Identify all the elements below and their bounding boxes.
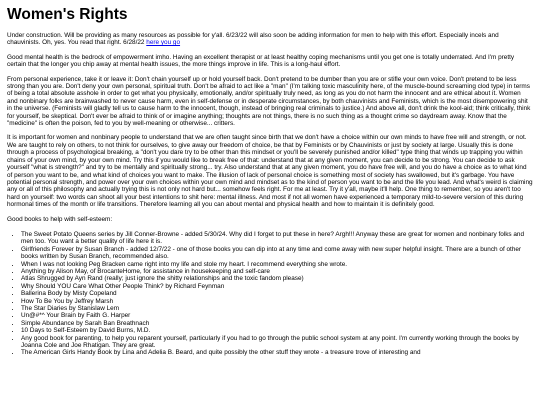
book-item: • Atlas Shrugged by Ayn Rand (really; just ignore the shitty relationships and the toxic fandom please) [21,275,533,282]
book-item: • Un@#*^ Your Brain by Faith G. Harper [21,312,533,319]
book-item: • Girlfriends Forever by Susan Branch - added 12/7/22 - one of those books you can dip into at any time and come away with new super helpful insight. There are a bunch of other books written by Susan Branch, recommended also. [21,246,533,261]
book-item: • The American Girls Handy Book by Lina and Adelia B. Beard, and quite possibly the other stuff they wrote - a treasure trove of interesting and [21,349,533,356]
free-will-paragraph: It is important for women and nonbinary people to understand that we are often taught since birth that we don't have a choice within our own minds to have free will and strength, or not. We are taught to rely on others, to not think for ourselves, to give away our freedom of choice, be that by Feminists or by Chauvinists or just by society at large. Usually this is done through a process of psychological breaking, a "don't you dare try to be other than this mindset or you'll be severely punished and/or killed" type thing that winds up trapping you within chains of your own mind, by your own mind. Try this if you would like to break free of that: understand that at any given moment, you can decide to be strong. You can decide to ask yourself "what is strength?" and try to be mentally and spiritually strong... try. Also understand that at any given moment, you do have free will, and you do have a choice as to what kind of person you want to be, and what kind of choices you want to make. The illusion of lack of personal choice is something most of society has swallowed, but it's garbage. You have potential personal strength, and power over your own choices within your own mind and mindset as to the kind of person you want to be and the life you lead. And what's weird is claiming any or all of this philosophy and actually trying this is not only not hard but... somehow feels right. For me at least. Try it y'all, maybe it'll help. One thing to remember, so you aren't too hard on yourself: two words can shoot all your best intentions to shit here: mental illness. And most if not all women have experienced a temporary mild-to-severe version of this during hormonal times of the month or life transitions. Therefore learning all you can about mental and physical health and how to maintain it is definitely good. [7,134,533,209]
book-item: • Simple Abundance by Sarah Ban Breathnach [21,320,533,327]
mental-health-paragraph: Good mental health is the bedrock of empowerment imho. Having an excellent therapist or at least healthy coping mechanisms until you get one is totally underrated. And I'm pretty certain that the longer you chip away at mental health issues, the more things improve in life. This is a long-haul effort. [7,53,515,69]
book-item: • How To Be You by Jeffrey Marsh [21,298,533,305]
books-list [7,231,533,357]
book-item: • Why Should YOU Care What Other People Think? by Richard Feynman [21,283,533,290]
here-you-go-link[interactable]: here you go [146,39,181,47]
book-item: • Any good book for parenting, to help you reparent yourself, particularly if you had to go through the public school system at any point. I'm currently working through the books by Joanna Cole and Joe Rhatigan. They are great. [21,335,533,350]
page-title: Women's Rights [7,6,128,23]
construction-notice [7,32,533,47]
book-item: • 10 Days to Self-Esteem by David Burns, M.D. [21,327,533,334]
books-heading: Good books to help with self-esteem: [7,215,113,223]
personal-experience-paragraph: From personal experience, take it or leave it: Don't chain yourself up or hold yourself back. Don't pretend to be dumber than you are or stifle your own voice. Don't pretend to be less strong than you are. Don't deny your own personal, spiritual truth. Don't be afraid to act like a "man" (I'm talking toxic masculinity here, of the muscle-bound screaming clod type) in terms of being a total absolute asshole in order to get what you physically, emotionally, and/or spiritually truly need, as long as you do not harm the innocent and are ethical about it. Women and nonbinary folks are brainwashed to never cause harm, even in self-defense or in desperate circumstances, by both chauvinists and Feminists, which is the most disempowering shit in the universe. (Feminists will gladly tell us to cause harm to the innocent, though, instead of bringing real criminals to justice.) And above all, don't drink the kool-aid; think critically, think for yourself, be skeptical. Don't ever be afraid to think of or imagine anything; thoughts are not things, there is no such thing as a thought crime so daydream away. Know that the "medicine" is often the poison, fed to you by well-meaning or otherwise... critters. [7,75,531,128]
book-item: • When I was not looking Peg Bracken came right into my life and stole my heart. I recommend everything she wrote. [21,261,533,268]
book-item: • The Sweet Potato Queens series by Jill Conner-Browne - added 5/30/24. Why did I forget to put these in here? Argh!!! Anyway these are great for women and nonbinary folks and men too. You want a better quality of life here it is. [21,231,533,246]
book-item: • Anything by Alison May, of BrocanteHome, for assistance in housekeeping and self-care [21,268,533,275]
book-item: • The Star Diaries by Stanislaw Lem [21,305,533,312]
book-item: • Ballerina Body by Misty Copeland [21,290,533,297]
construction-notice-text: Under construction. Will be providing as many resources as possible for y'all. 6/23/22 will also soon be adding information for men to help with this effort. Especially incels and chauvinists. Oh, yes. You read that right. 6/28/22 [7,32,499,47]
